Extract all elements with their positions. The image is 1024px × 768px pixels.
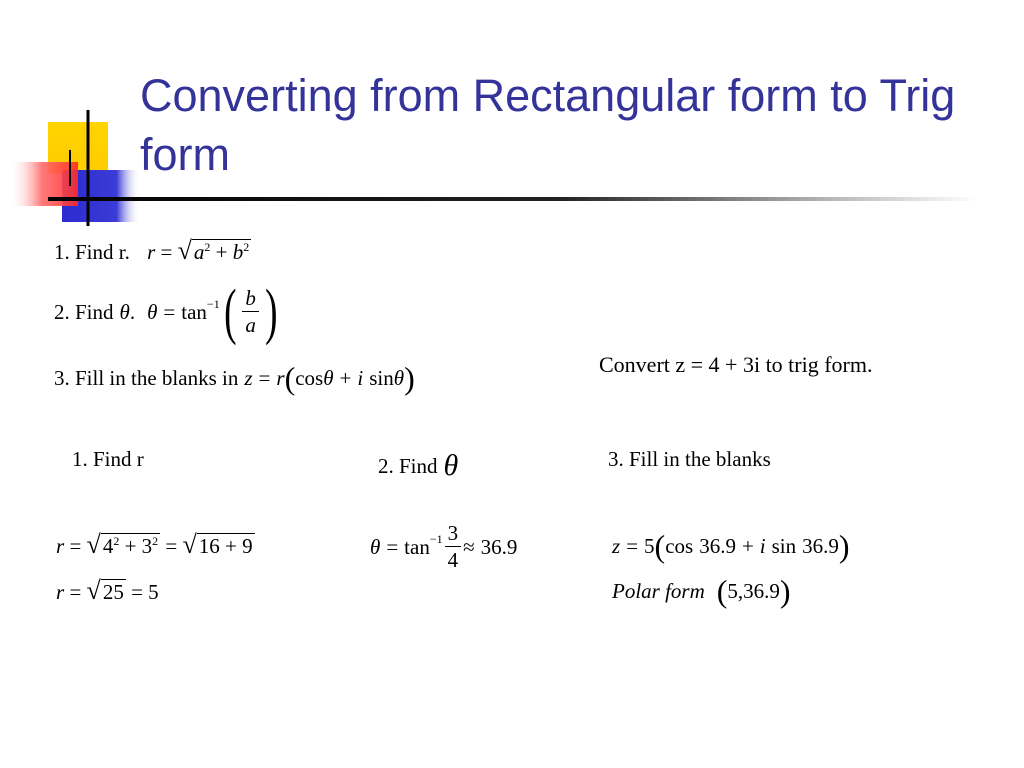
polar-form-result: Polar form ( 5,36.9 )	[612, 573, 791, 609]
step-1-r: r	[147, 240, 156, 264]
theta-calculation: θ = tan −1 $\frac{3}{4}$ ≈ 36.9	[370, 521, 518, 572]
step-2-fraction: $\frac{b}{a}$	[242, 288, 259, 336]
step-2-tan: tan	[181, 299, 207, 324]
slide-title: Converting from Rectangular form to Trig form	[140, 70, 956, 180]
step-1-equals: =	[160, 240, 173, 264]
trig-form-result: z = 5 ( cos 36.9 + i sin 36.9 )	[612, 528, 850, 564]
theta-symbol: θ	[443, 449, 459, 482]
step-1-label: 1. Find r.	[54, 240, 130, 264]
title-divider	[48, 197, 978, 201]
r-calculation-line-1: r = √ $4^2 + 3^2$ = √ 16 + 9	[56, 530, 253, 559]
step-2-label: 2. Find	[54, 299, 114, 324]
step-3-label: 3. Fill in the blanks in	[54, 365, 239, 390]
step-1-row	[54, 238, 251, 264]
solution-heading-1: 1. Find r	[72, 447, 144, 471]
problem-statement: Convert z = 4 + 3i to trig form.	[599, 352, 873, 377]
step-2-theta: θ	[119, 299, 130, 324]
step-3-row: 3. Fill in the blanks in z = r ( cos θ + i sin θ )	[54, 360, 415, 396]
solution-heading-3: 3. Fill in the blanks	[608, 447, 771, 471]
r-calculation-line-2: r = √ 25 = 5	[56, 576, 159, 605]
decorative-squares-graphic	[0, 100, 150, 230]
step-1-sqrt: √ $a^2 + b^2$	[177, 236, 250, 265]
step-2-row: 2. Find θ . θ = tan −1 ( $\frac{b}{a}$ )	[54, 278, 278, 346]
solution-heading-2: 2. Find θ	[378, 449, 459, 482]
